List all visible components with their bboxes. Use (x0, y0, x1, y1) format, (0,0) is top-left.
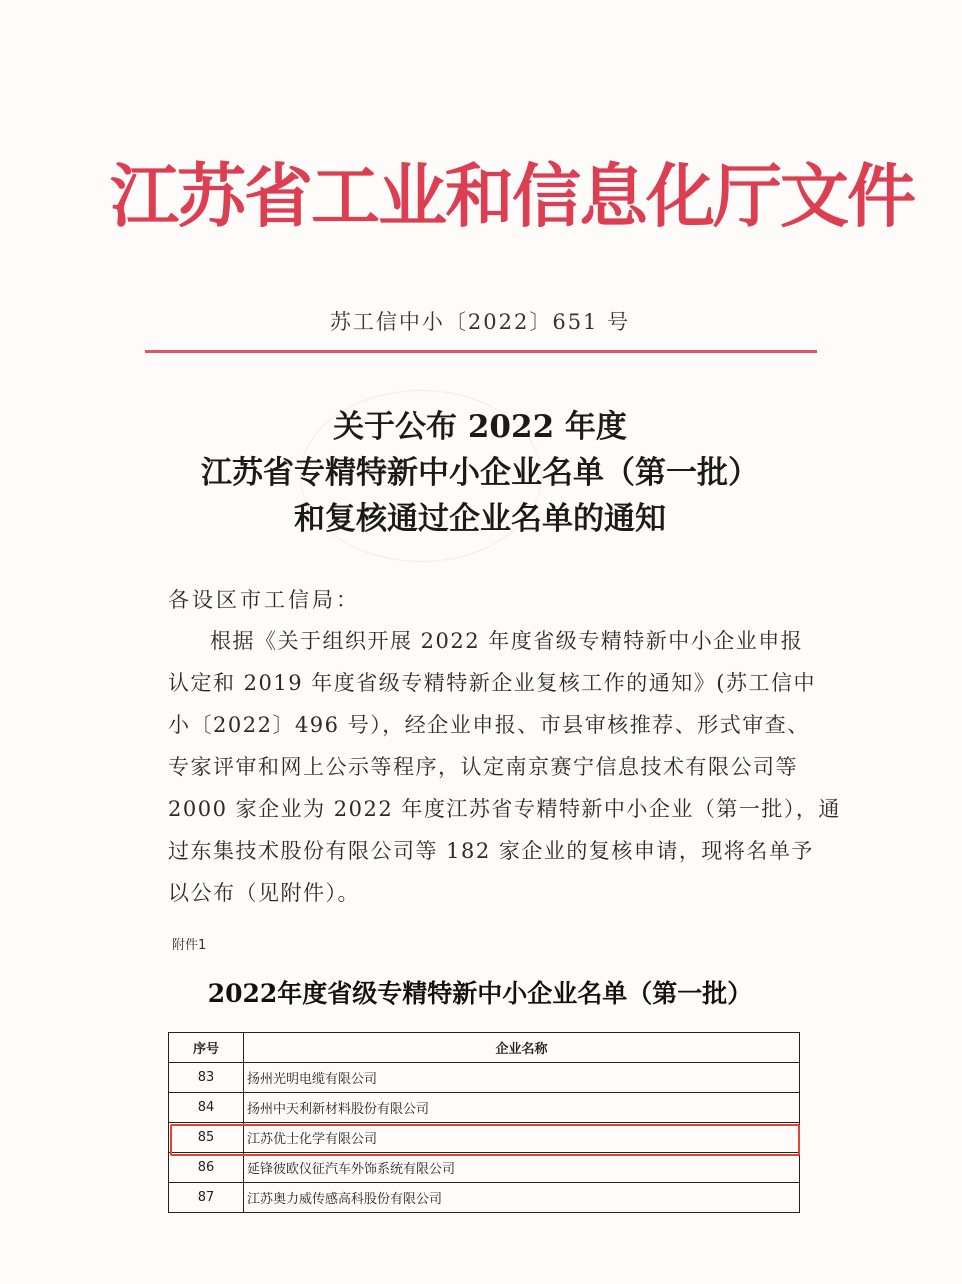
notice-title (120, 404, 840, 542)
row-number: 83 (169, 1063, 244, 1093)
body-line: 2000 家企业为 2022 年度江苏省专精特新中小企业（第一批），通 (168, 797, 841, 821)
row-number: 86 (169, 1153, 244, 1183)
body-line: 小〔2022〕496 号），经企业申报、市县审核推荐、形式审查、 (168, 713, 810, 737)
table-row (169, 1093, 800, 1123)
body-line: 过东集技术股份有限公司等 182 家企业的复核申请，现将名单予 (168, 839, 814, 863)
body-line: 根据《关于组织开展 2022 年度省级专精特新中小企业申报 (210, 629, 804, 653)
table-header-row (169, 1033, 800, 1063)
table-row (169, 1063, 800, 1093)
row-company-name: 扬州中天利新材料股份有限公司 (244, 1093, 800, 1123)
row-number: 87 (169, 1183, 244, 1213)
notice-title-line: 关于公布 2022 年度 (333, 409, 627, 445)
column-header-name: 企业名称 (244, 1033, 800, 1063)
row-company-name: 江苏奥力威传感高科股份有限公司 (244, 1183, 800, 1213)
table-row (169, 1183, 800, 1213)
column-header-number: 序号 (169, 1033, 244, 1063)
attachment-title: 2022年度省级专精特新中小企业名单（第一批） (207, 979, 753, 1008)
notice-title-line: 和复核通过企业名单的通知 (294, 501, 666, 537)
row-number: 85 (169, 1123, 244, 1153)
addressee: 各设区市工信局： (168, 588, 360, 612)
body-line: 认定和 2019 年度省级专精特新企业复核工作的通知》(苏工信中 (168, 671, 816, 695)
body-line: 专家评审和网上公示等程序，认定南京赛宁信息技术有限公司等 (168, 755, 798, 779)
document-number: 苏工信中小〔2022〕651 号 (329, 310, 631, 334)
highlight-annotation-box (170, 1124, 800, 1156)
body-line: 以公布（见附件）。 (168, 881, 360, 905)
red-divider-line (145, 350, 817, 353)
attachment-label: 附件1 (172, 938, 207, 953)
enterprise-list-table (168, 1032, 800, 1213)
row-number: 84 (169, 1093, 244, 1123)
document-header-title: 江苏省工业和信息化厅文件 (110, 157, 914, 237)
row-company-name: 扬州光明电缆有限公司 (244, 1063, 800, 1093)
notice-body (168, 620, 841, 914)
row-company-name: 江苏优士化学有限公司 (244, 1123, 800, 1153)
row-company-name: 延锋彼欧仪征汽车外饰系统有限公司 (244, 1153, 800, 1183)
notice-title-line: 江苏省专精特新中小企业名单（第一批） (201, 455, 759, 491)
table-row (169, 1153, 800, 1183)
